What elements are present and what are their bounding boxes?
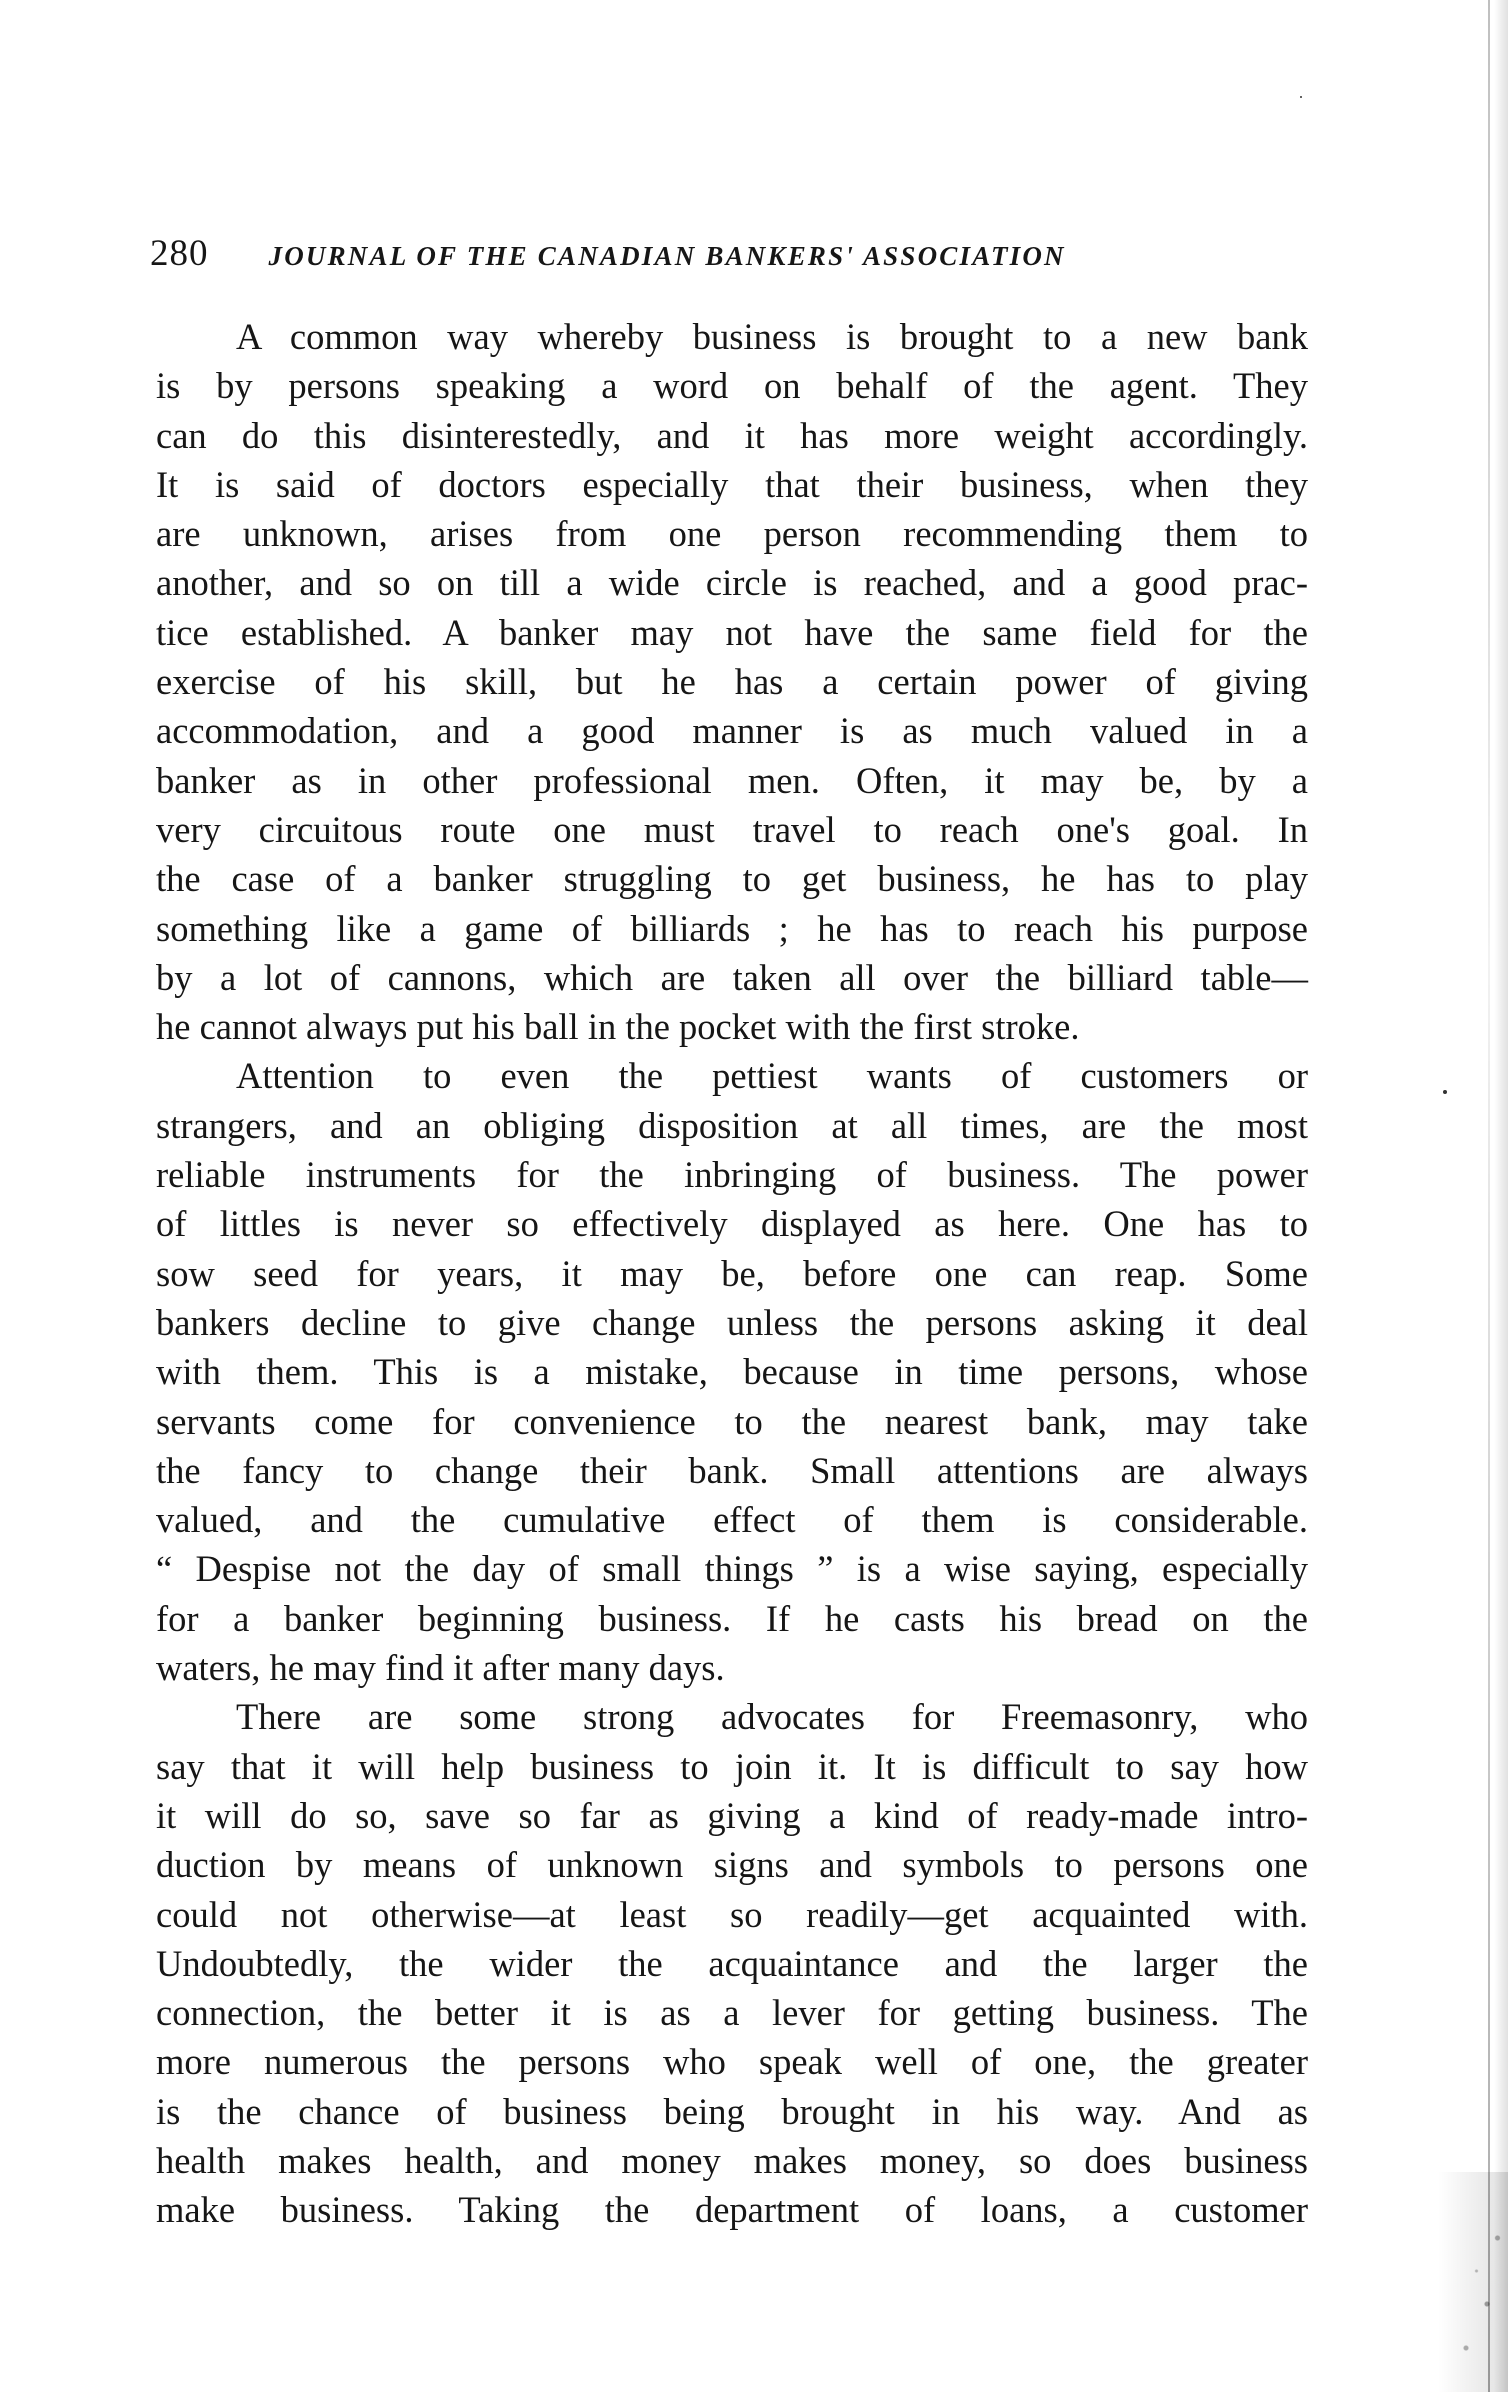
text-line: could not otherwise—at least so readily—get acquainted with. <box>156 1893 1308 1935</box>
running-head <box>150 232 1190 288</box>
text-line: more numerous the persons who speak well of one, the greater <box>156 2041 1308 2083</box>
text-line: another, and so on till a wide circle is reached, and a good prac- <box>156 562 1308 604</box>
text-line: waters, he may find it after many days. <box>156 1647 725 1689</box>
text-line: something like a game of billiards ; he has to reach his purpose <box>156 907 1308 949</box>
text-line: sow seed for years, it may be, before one can reap. Some <box>156 1252 1308 1294</box>
text-line: of littles is never so effectively displayed as here. One has to <box>156 1203 1308 1245</box>
text-line: he cannot always put his ball in the pocket with the first stroke. <box>156 1006 1080 1048</box>
paragraph-2 <box>156 1051 1308 1692</box>
stray-ink-mark <box>1443 1090 1447 1094</box>
paragraph-1 <box>156 312 1308 1051</box>
body-text <box>156 312 1308 2235</box>
text-line: strangers, and an obliging disposition at all times, are the most <box>156 1104 1308 1146</box>
page-edge-line <box>1488 0 1490 2392</box>
text-line: is by persons speaking a word on behalf of the agent. They <box>156 365 1308 407</box>
text-line: with them. This is a mistake, because in time persons, whose <box>156 1351 1308 1393</box>
journal-title: JOURNAL OF THE CANADIAN BANKERS' ASSOCIATION <box>268 241 1066 271</box>
text-line: is the chance of business being brought in his way. And as <box>156 2090 1308 2132</box>
text-line: can do this disinterestedly, and it has more weight accordingly. <box>156 414 1308 456</box>
text-line: it will do so, save so far as giving a kind of ready-made intro- <box>156 1794 1308 1836</box>
page-number: 280 <box>150 233 209 274</box>
text-line: valued, and the cumulative effect of them is considerable. <box>156 1499 1308 1541</box>
text-line: exercise of his skill, but he has a certain power of giving <box>156 661 1308 703</box>
text-line: banker as in other professional men. Often, it may be, by a <box>156 759 1308 801</box>
text-line: are unknown, arises from one person recommending them to <box>156 513 1308 555</box>
text-line: servants come for convenience to the nearest bank, may take <box>156 1400 1308 1442</box>
text-line: accommodation, and a good manner is as much valued in a <box>156 710 1308 752</box>
paragraph-3 <box>156 1692 1308 2234</box>
text-line: the case of a banker struggling to get business, he has to play <box>156 858 1308 900</box>
text-line: Attention to even the pettiest wants of customers or <box>236 1055 1308 1097</box>
text-line: There are some strong advocates for Freemasonry, who <box>236 1696 1308 1738</box>
text-line: the fancy to change their bank. Small attentions are always <box>156 1449 1308 1491</box>
text-line: reliable instruments for the inbringing of business. The power <box>156 1154 1308 1196</box>
text-line: for a banker beginning business. If he casts his bread on the <box>156 1597 1308 1639</box>
text-line: say that it will help business to join it. It is difficult to say how <box>156 1745 1308 1787</box>
text-line: make business. Taking the department of loans, a customer <box>156 2189 1308 2231</box>
stray-ink-mark <box>1300 96 1302 98</box>
text-line: by a lot of cannons, which are taken all over the billiard table— <box>156 956 1308 998</box>
text-line: tice established. A banker may not have the same field for the <box>156 611 1308 653</box>
text-line: health makes health, and money makes money, so does business <box>156 2139 1308 2181</box>
text-line: A common way whereby business is brought to a new bank <box>236 316 1308 357</box>
page-edge-speckle <box>1438 2172 1508 2392</box>
text-line: “ Despise not the day of small things ” is a wise saying, especially <box>156 1548 1308 1590</box>
text-line: It is said of doctors especially that their business, when they <box>156 463 1308 505</box>
text-line: connection, the better it is as a lever for getting business. The <box>156 1992 1308 2034</box>
text-line: bankers decline to give change unless the persons asking it deal <box>156 1301 1308 1343</box>
page-edge-shadow <box>1494 0 1508 2392</box>
text-line: Undoubtedly, the wider the acquaintance and the larger the <box>156 1942 1308 1984</box>
text-line: very circuitous route one must travel to reach one's goal. In <box>156 808 1308 850</box>
text-line: duction by means of unknown signs and symbols to persons one <box>156 1844 1308 1886</box>
